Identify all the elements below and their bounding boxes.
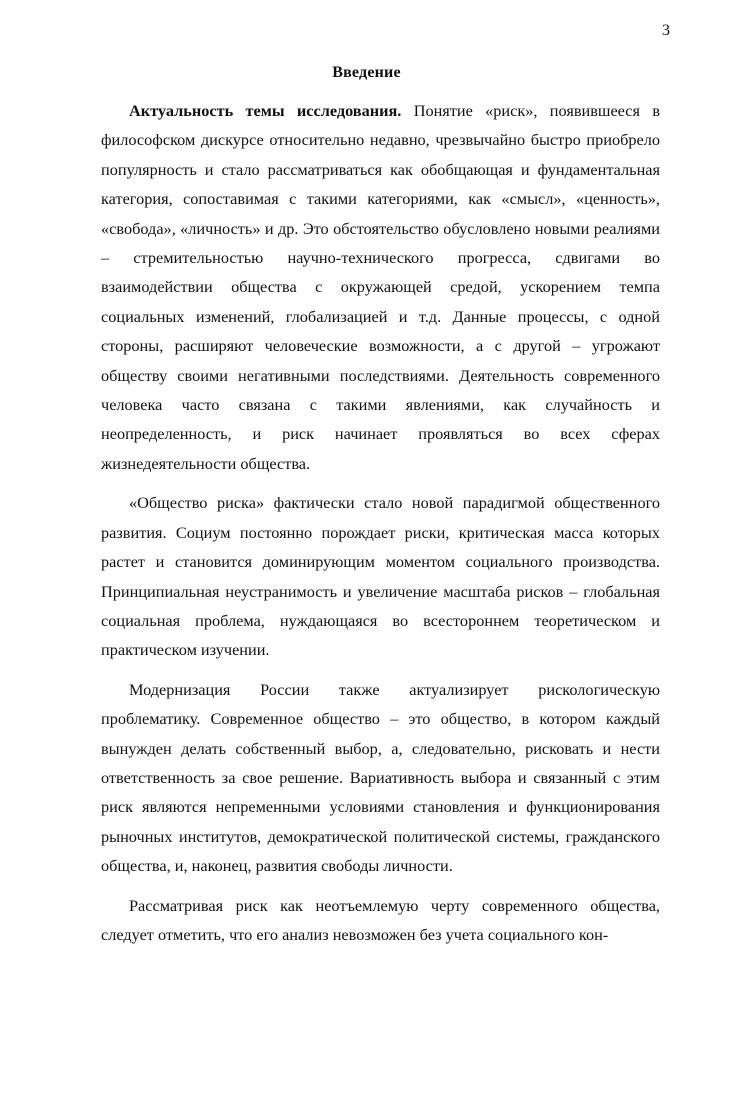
body-text [101,96,660,959]
paragraph-text: Понятие «риск», появившееся в философском дискурсе относительно недавно, чрезвычайно быстро приобрело популярность и стало рассматриваться как обобщающая и фундаментальная категория, сопоставимая с такими категориями, как «смысл», «ценность», «свобода», «личность» и др. Это обстоятельство обусловлено новыми реалиями – стремительностью научно-технического прогресса, сдвигами во взаимодействии общества с окружающей средой, ускорением темпа социальных изменений, глобализацией и т.д. Данные процессы, с одной стороны, расширяют человеческие возможности, а с другой – угрожают обществу своими негативными последствиями. Деятельность современного человека часто связана с такими явлениями, как случайность и неопределенность, и риск начинает проявляться во всех сферах жизнедеятельности общества. [101,101,661,473]
paragraph-4: Рассматривая риск как неотъемлемую черту современного общества, следует отметить, что его анализ невозможен без учета социального кон- [101,895,660,944]
paragraph-3: Модернизация России также актуализирует рискологическую проблематику. Современное общество – это общество, в котором каждый вынужден делать собственный выбор, а, следовательно, рисковать и нести ответственность за свое решение. Вариативность выбора и связанный с этим риск являются непременными условиями становления и функционирования рыночных институтов, демократической политической системы, гражданского общества, и, наконец, развития свободы личности. [101,679,660,876]
paragraph-lead: Актуальность темы исследования. [129,101,402,120]
page-number: 3 [662,22,670,39]
paragraph-2: «Общество риска» фактически стало новой парадигмой общественного развития. Социум постоянно порождает риски, критическая масса которых растет и становится доминирующим моментом социального производства. Принципиальная неустранимость и увеличение масштаба рисков – глобальная социальная проблема, нуждающаяся во всестороннем теоретическом и практическом изучении. [101,493,660,660]
section-heading: Введение [332,64,401,81]
paragraph-1 [101,96,660,478]
